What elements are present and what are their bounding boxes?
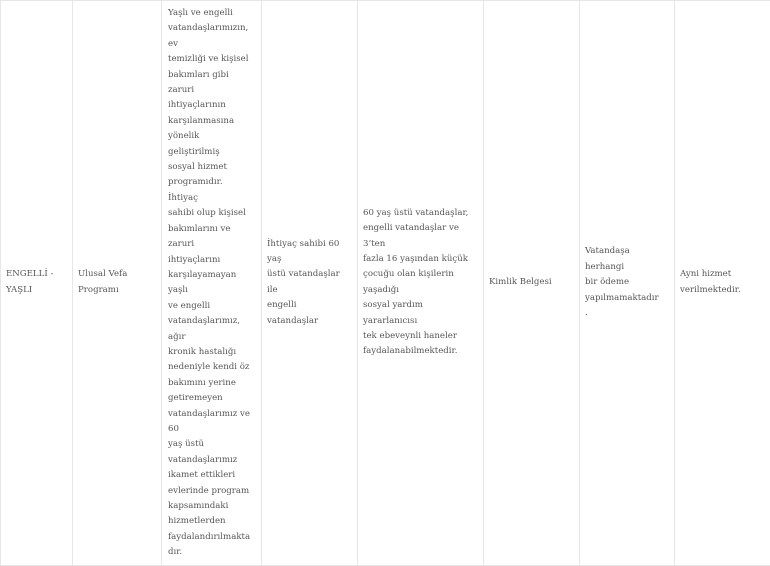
table-row (1, 1, 770, 566)
payment-info-cell (580, 1, 675, 566)
conditions-text: 60 yaş üstü vatandaşlar, engelli vatandaşlar ve 3’ten fazla 16 yaşından küçük çocuğu olan kişilerin yaşadığı sosyal yardım yararlanıcısı tek ebeveynli haneler faydalanabilmektedir. (363, 206, 473, 360)
required-documents-cell (484, 1, 580, 566)
aid-type-cell (675, 1, 770, 566)
target-group-text: ENGELLİ - YAŞLI (6, 267, 67, 298)
program-name-text: Ulusal Vefa Programı (78, 267, 156, 298)
conditions-cell (358, 1, 484, 566)
payment-info-text: Vatandaşa herhangi bir ödeme yapılmamaktadır. (585, 244, 660, 321)
required-documents-text: Kimlik Belgesi (489, 275, 574, 290)
program-description-text: Yaşlı ve engelli vatandaşlarımızın, ev temizliği ve kişisel bakımları gibi zaruri ihtiyaçlarının karşılanmasına yönelik geliştirilmiş sosyal hizmet programıdır. İhtiyaç sahibi olup kişisel bakımlarını ve zaruri ihtiyaçlarını karşılayamayan yaşlı ve engelli vatandaşlarımız, ağır kronik hastalığı nedeniyle kendi öz bakımını yerine getiremeyen vatandaşlarımız ve 60 yaş üstü vatandaşlarımız ikamet ettikleri evlerinde program kapsamındaki hizmetlerden faydalandırılmaktadır. (168, 6, 251, 561)
eligibility-cell (262, 1, 358, 566)
eligibility-text: İhtiyaç sahibi 60 yaş üstü vatandaşlar ile engelli vatandaşlar (267, 237, 345, 329)
target-group-cell (1, 1, 73, 566)
program-description-cell (162, 1, 262, 566)
aid-type-text: Ayni hizmet verilmektedir. (680, 267, 758, 298)
program-name-cell (73, 1, 162, 566)
